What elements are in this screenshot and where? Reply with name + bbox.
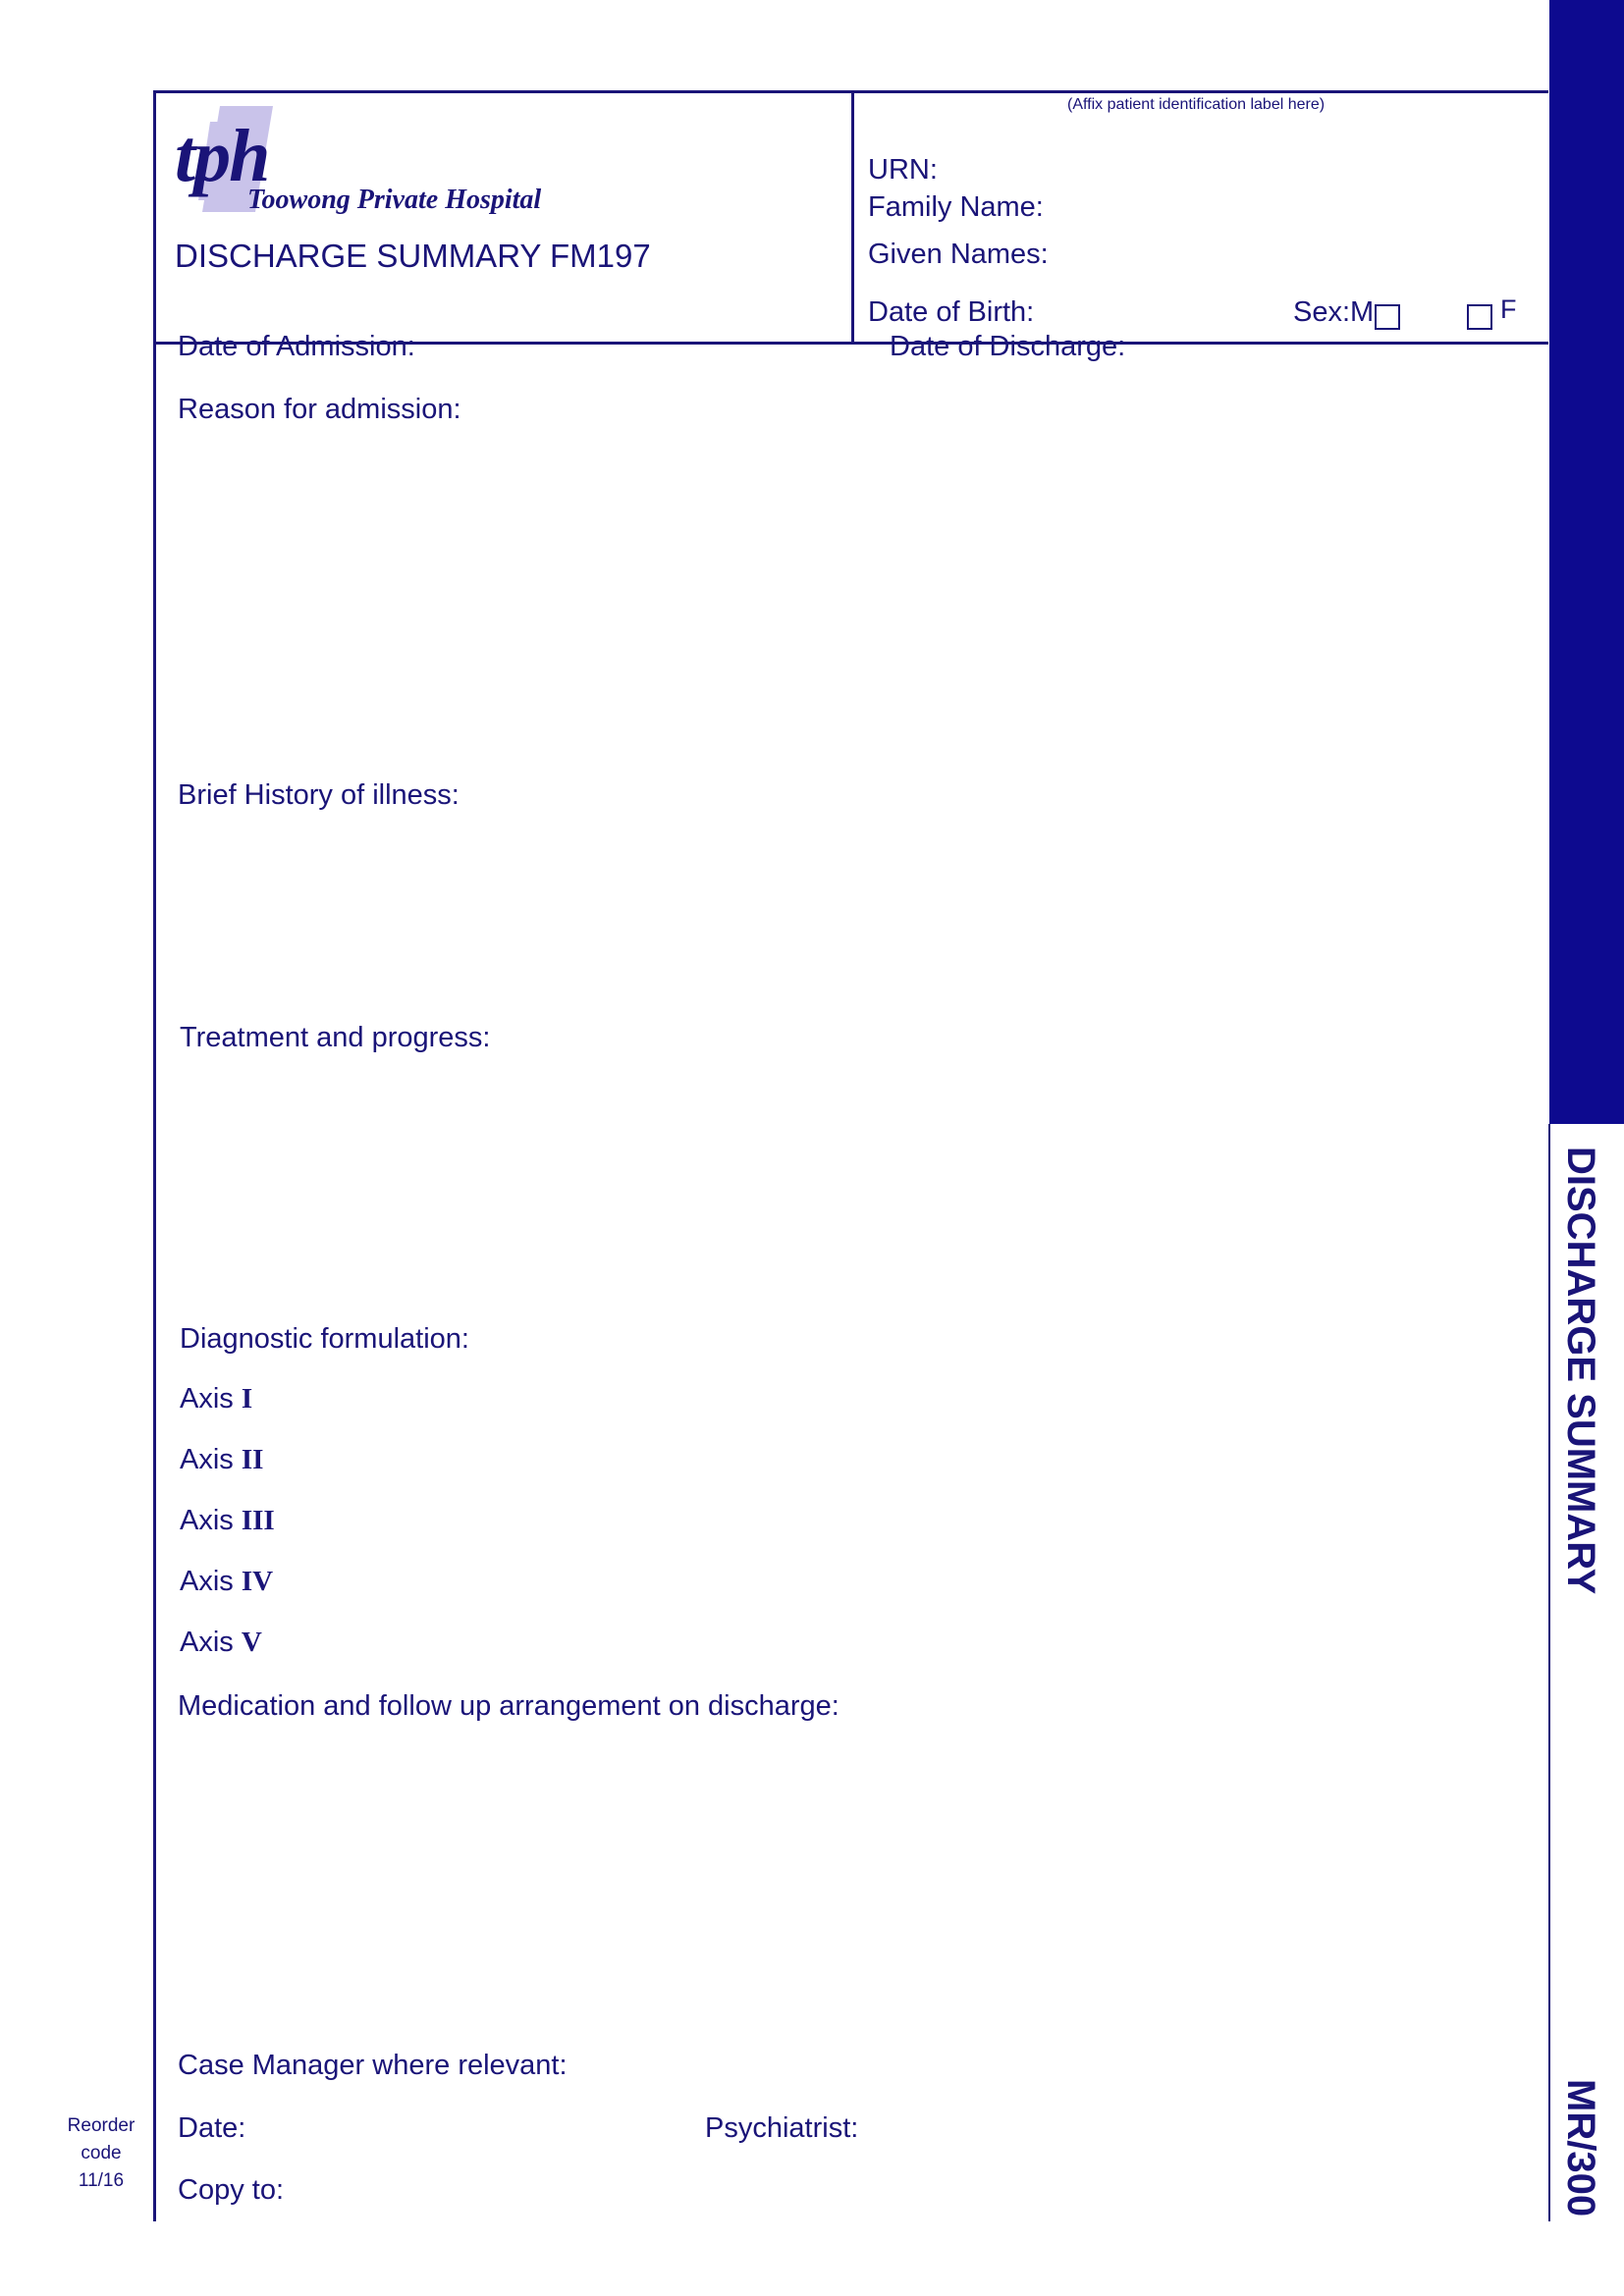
family-name-label: Family Name: xyxy=(868,191,1044,223)
reason-for-admission-label: Reason for admission: xyxy=(178,394,461,425)
diagnostic-formulation-label: Diagnostic formulation: xyxy=(180,1323,469,1355)
case-manager-label: Case Manager where relevant: xyxy=(178,2050,568,2081)
axis-4-label: Axis IV xyxy=(180,1566,274,1597)
sex-female-checkbox[interactable] xyxy=(1467,304,1492,330)
sex-male-checkbox[interactable] xyxy=(1375,304,1400,330)
reorder-line-1: Reorder xyxy=(67,2115,135,2136)
hospital-logo xyxy=(175,104,542,222)
brief-history-label: Brief History of illness: xyxy=(178,779,460,811)
sex-female-label: F xyxy=(1500,294,1517,324)
sidebar-title: DISCHARGE SUMMARY xyxy=(1559,1147,1602,1595)
axis-3-label: Axis III xyxy=(180,1505,275,1536)
label-hint: (Affix patient identification label here) xyxy=(1067,96,1326,113)
admission-date-label: Date of Admission: xyxy=(178,331,415,362)
reorder-line-3: 11/16 xyxy=(78,2170,125,2191)
logo-name: Toowong Private Hospital xyxy=(247,185,542,215)
given-names-label: Given Names: xyxy=(868,239,1049,270)
header-divider xyxy=(851,90,854,344)
urn-label: URN: xyxy=(868,154,938,186)
date-label: Date: xyxy=(178,2112,246,2144)
sidebar-color-bar xyxy=(1549,0,1624,1124)
axis-5-label: Axis V xyxy=(180,1627,262,1658)
form-title: DISCHARGE SUMMARY FM197 xyxy=(175,238,651,274)
copy-to-label: Copy to: xyxy=(178,2174,284,2206)
sex-label: Sex:M xyxy=(1293,296,1375,328)
axis-2-label: Axis II xyxy=(180,1444,264,1475)
sidebar-code: MR/300 xyxy=(1559,2079,1602,2217)
axis-1-label: Axis I xyxy=(180,1383,253,1415)
medication-followup-label: Medication and follow up arrangement on discharge: xyxy=(178,1690,839,1722)
discharge-date-label: Date of Discharge: xyxy=(890,331,1126,362)
reorder-code xyxy=(57,2112,145,2195)
reorder-line-2: code xyxy=(81,2143,122,2163)
dob-label: Date of Birth: xyxy=(868,296,1035,328)
logo-mark: tph xyxy=(175,115,269,197)
sidebar-rule xyxy=(1548,1124,1550,2221)
treatment-progress-label: Treatment and progress: xyxy=(180,1022,491,1053)
psychiatrist-label: Psychiatrist: xyxy=(705,2112,859,2144)
left-margin-rule xyxy=(153,90,156,2221)
